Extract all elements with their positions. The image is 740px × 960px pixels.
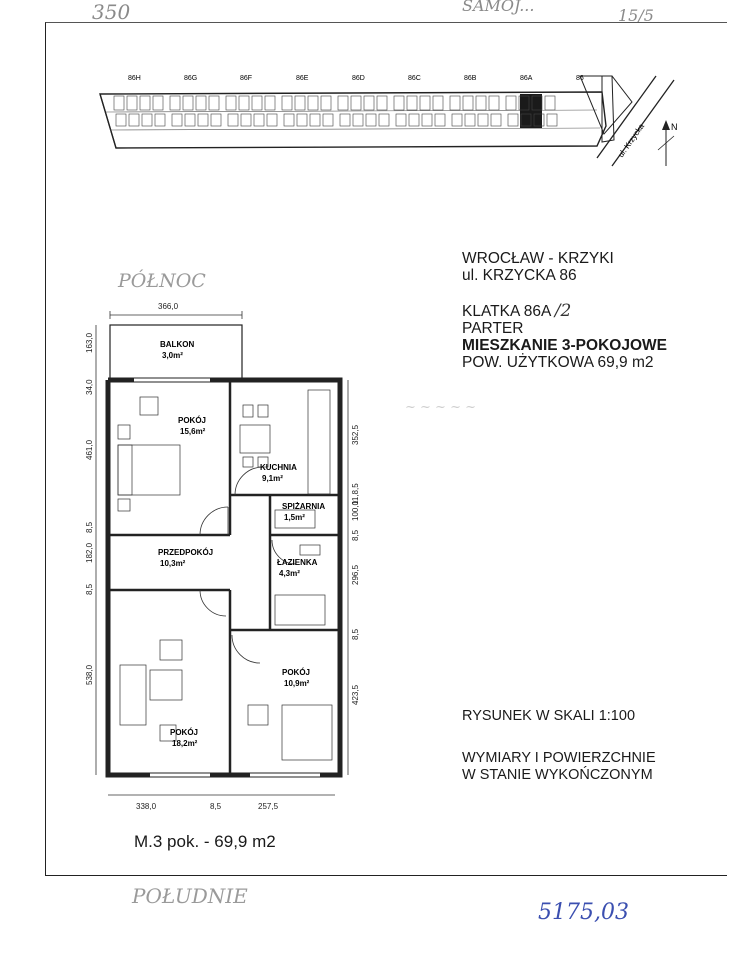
room-lazienka-area: 4,3m² xyxy=(279,569,300,578)
street-address: ul. KRZYCKA 86 xyxy=(462,267,577,284)
room-spizarnia-area: 1,5m² xyxy=(284,513,305,522)
room-lazienka-name: ŁAZIENKA xyxy=(277,558,318,567)
header-scribble-left: 350 xyxy=(92,0,131,24)
dim-top: 366,0 xyxy=(158,302,179,311)
room-pokoj2-area: 10,9m² xyxy=(284,679,310,688)
dimensions-note xyxy=(462,750,656,784)
stair-line xyxy=(462,303,667,320)
room-pokoj1-name: POKÓJ xyxy=(178,416,207,425)
header-scribble-mid: SAMOJ... xyxy=(462,0,535,15)
dim-right: 11,8,5 xyxy=(351,483,360,505)
floor-level: PARTER xyxy=(462,320,524,337)
site-unit-label: 86D xyxy=(352,75,365,82)
dim-right: 423,5 xyxy=(351,684,360,705)
room-pokoj2-name: POKÓJ xyxy=(282,668,311,677)
site-plan xyxy=(92,62,732,192)
dim-left: 461,0 xyxy=(85,439,94,460)
room-balkon-name: BALKON xyxy=(160,340,195,349)
room-balkon-area: 3,0m² xyxy=(162,351,183,360)
dim-left: 538,0 xyxy=(85,664,94,685)
room-spizarnia-name: SPIŻARNIA xyxy=(282,502,326,511)
site-unit-label: 86B xyxy=(464,75,477,82)
site-unit-label: 86E xyxy=(296,75,309,82)
room-przedpokoj-area: 10,3m² xyxy=(160,559,186,568)
room-kuchnia-area: 9,1m² xyxy=(262,474,283,483)
dim-left: 182,0 xyxy=(85,542,94,563)
stair-number: KLATKA 86A xyxy=(462,303,551,320)
south-handwritten: POŁUDNIE xyxy=(132,884,248,908)
price-handwritten: 5175,03 xyxy=(538,900,629,925)
north-arrow-icon xyxy=(658,120,678,166)
site-unit-label: 86C xyxy=(408,75,421,82)
dim-left: 8,5 xyxy=(85,521,94,533)
site-unit-label: 86G xyxy=(184,75,198,82)
scale-note: RYSUNEK W SKALI 1:100 xyxy=(462,708,636,724)
site-unit-label: 86A xyxy=(520,75,533,82)
dim-right: 8,5 xyxy=(351,529,360,541)
dim-bottom: 338,0 xyxy=(136,802,157,811)
room-pokoj3-name: POKÓJ xyxy=(170,728,199,737)
stair-note: /2 xyxy=(554,301,572,321)
room-przedpokoj-name: PRZEDPOKÓJ xyxy=(158,548,214,557)
site-unit-label: 86 xyxy=(576,75,584,82)
dim-right: 296,5 xyxy=(351,564,360,585)
dim-left: 34,0 xyxy=(85,379,94,395)
svg-text:N: N xyxy=(671,122,678,132)
site-unit-label: 86F xyxy=(240,75,253,82)
floor-plan xyxy=(60,295,390,815)
dim-right: 8,5 xyxy=(351,628,360,640)
city-district: WROCŁAW - KRZYKI xyxy=(462,250,614,267)
address-block xyxy=(462,250,614,284)
dim-left: 8,5 xyxy=(85,583,94,595)
header-scribble-right: 15/5 xyxy=(618,6,654,25)
room-pokoj1-area: 15,6m² xyxy=(180,427,206,436)
apartment-type: MIESZKANIE 3-POKOJOWE xyxy=(462,337,667,354)
usable-area: POW. UŻYTKOWA 69,9 m2 xyxy=(462,354,654,371)
dimensions-note-line-1: WYMIARY I POWIERZCHNIE xyxy=(462,750,656,766)
faint-handwriting: ~ ~ ~ ~ ~ xyxy=(405,400,476,415)
site-unit-label: 86H xyxy=(128,75,141,82)
room-pokoj3-area: 18,2m² xyxy=(172,739,198,748)
dim-bottom: 257,5 xyxy=(258,802,279,811)
dim-right: 100,0 xyxy=(351,500,360,521)
dim-left: 163,0 xyxy=(85,332,94,353)
dimensions-note-line-2: W STANIE WYKOŃCZONYM xyxy=(462,767,653,783)
apartment-block xyxy=(462,303,667,371)
apartment-summary: M.3 pok. - 69,9 m2 xyxy=(134,832,276,851)
street-label: ul. Krzycka xyxy=(616,121,647,160)
dim-right: 352,5 xyxy=(351,424,360,445)
dim-bottom: 8,5 xyxy=(210,802,222,811)
room-kuchnia-name: KUCHNIA xyxy=(260,463,297,472)
north-handwritten: PÓŁNOC xyxy=(118,270,206,292)
